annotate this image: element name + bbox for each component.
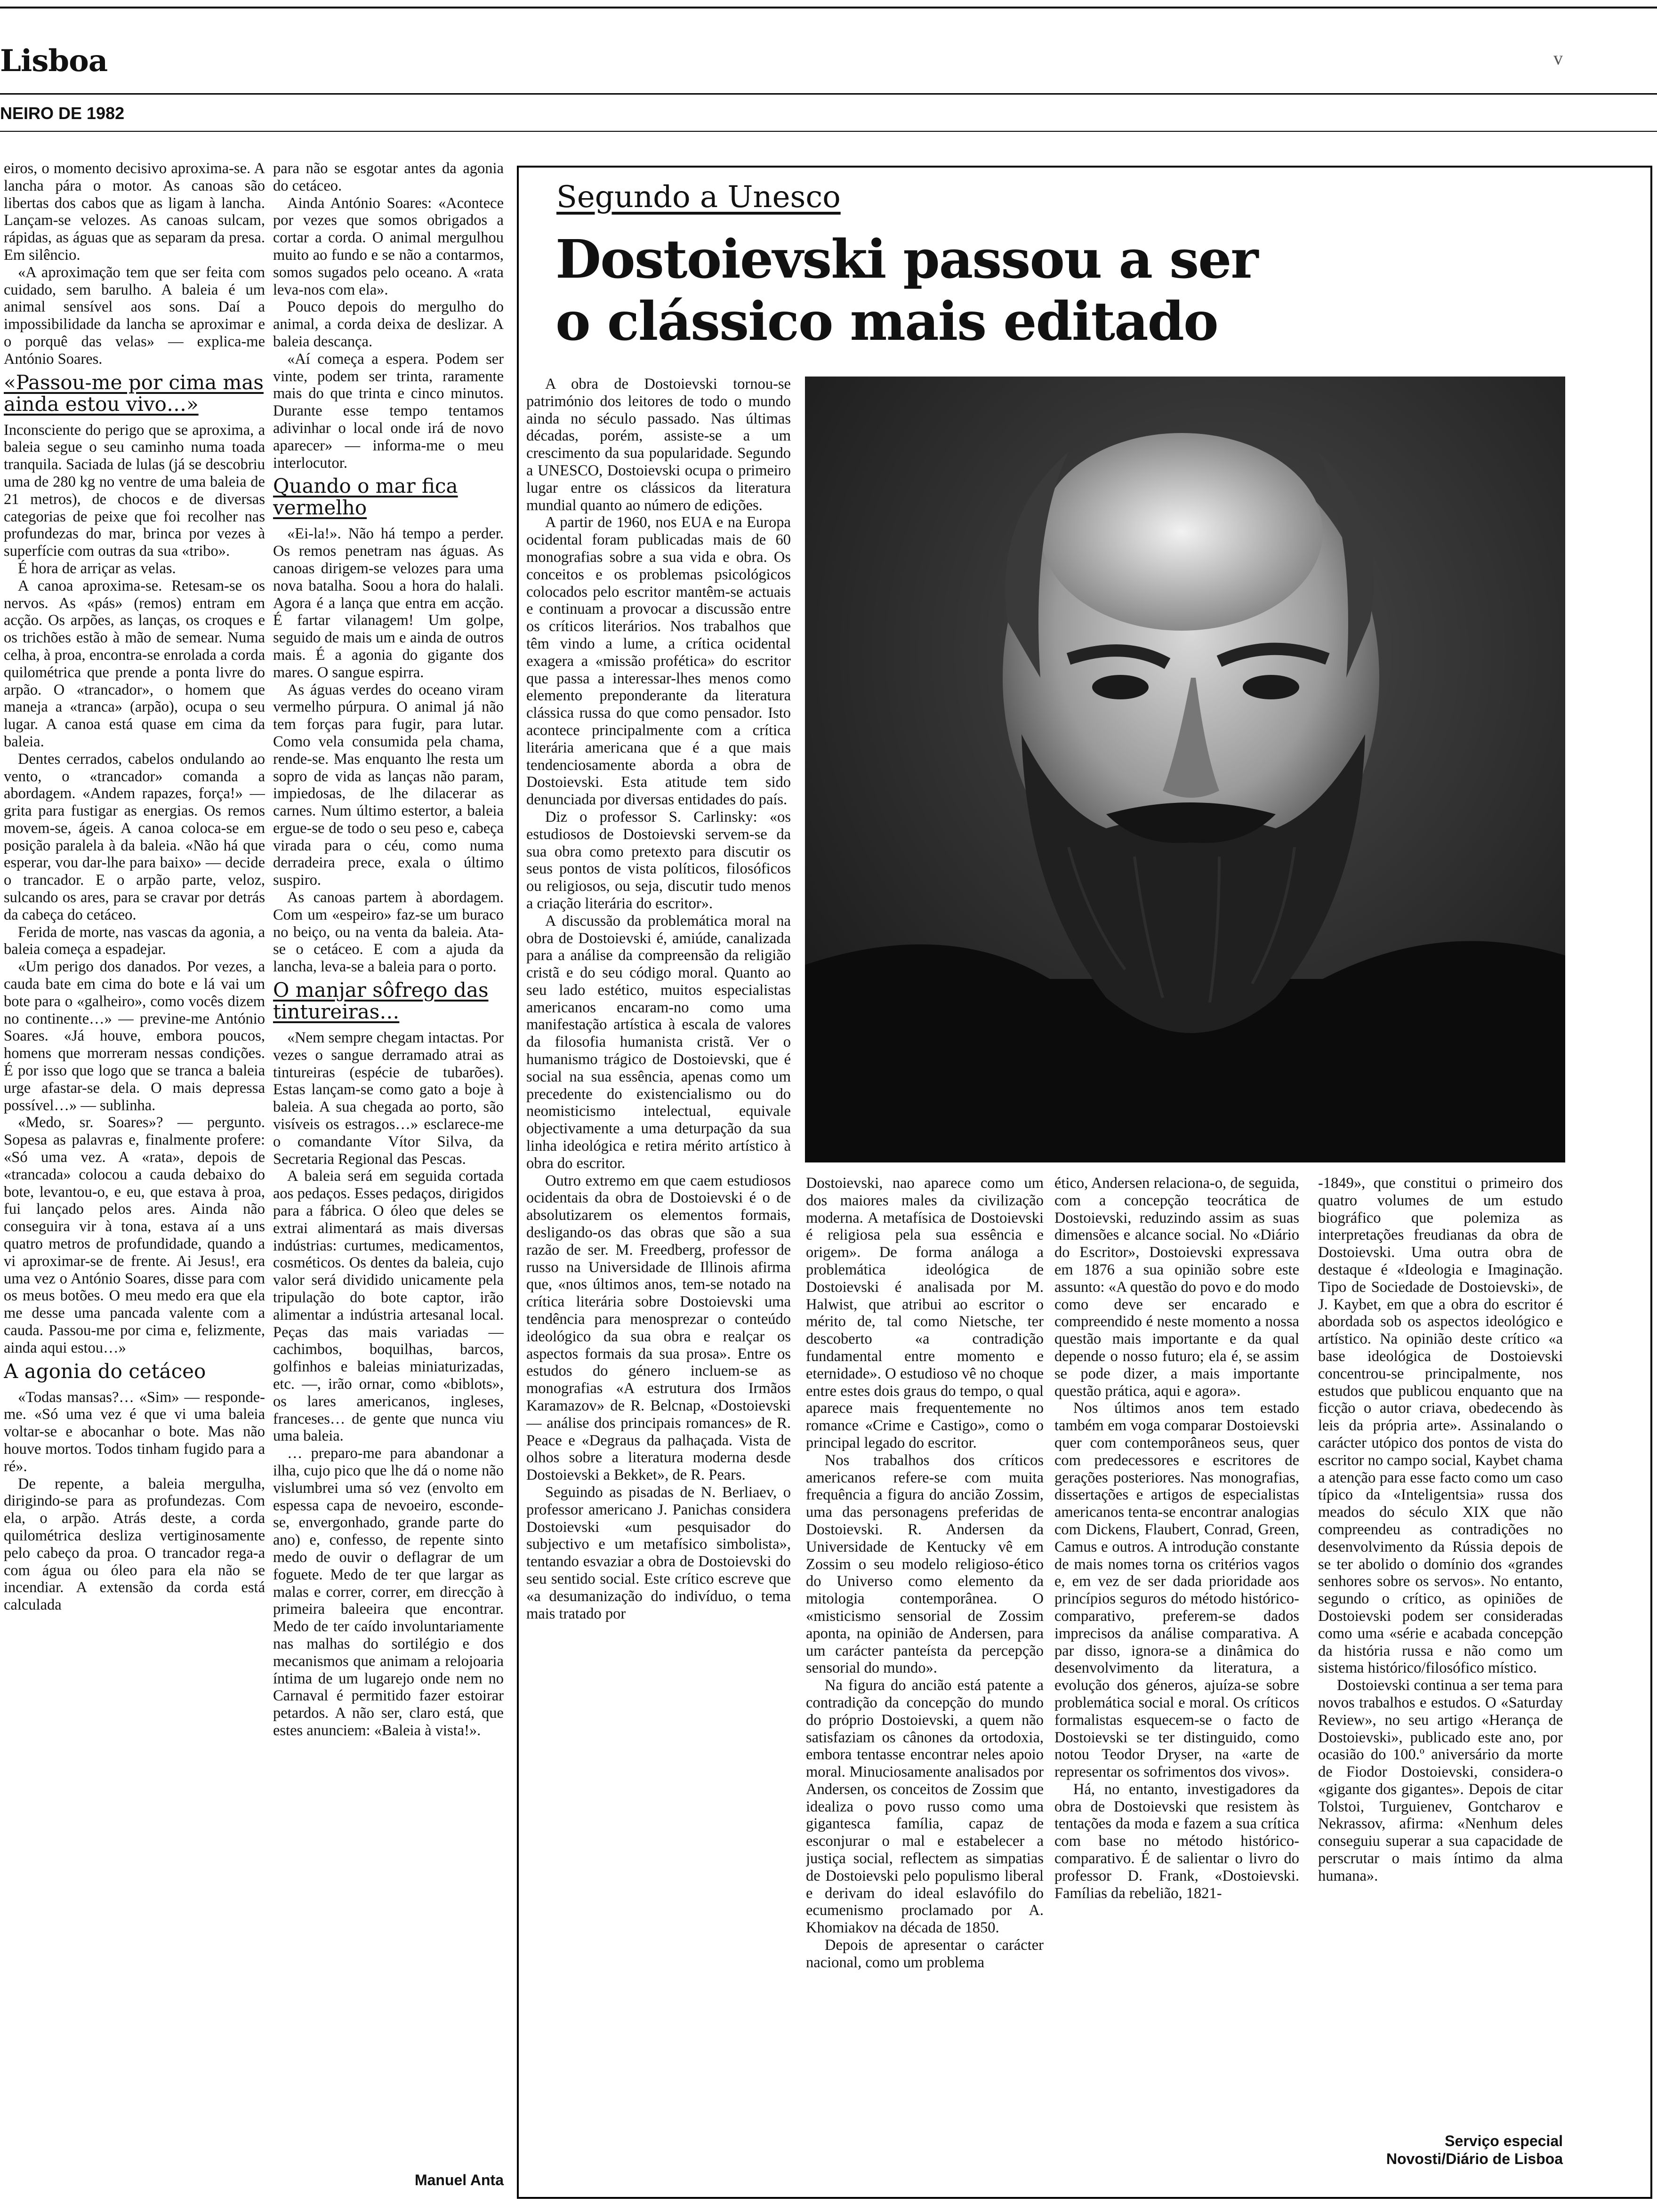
byline-signature: Manuel Anta [414,2172,504,2188]
column-2 [273,160,504,2184]
paragraph: Dostoievski continua a ser tema para novos trabalhos e estudos. O «Saturday Review», no seu artigo «Herança de Dostoievski», publicado este ano, por ocasião do 100.º aniversário da morte de Fiodor Dostoievski, considera-o «gigante dos gigantes». Depois de citar Tolstoi, Turguienev, Gontcharov e Nekrassov, afirma: «Nenhum deles conseguiu superar a sua capacidade de perscrutar o mais íntimo da alma humana». [1318,1677,1563,1884]
paragraph: Pouco depois do mergulho do animal, a corda deixa de deslizar. A baleia descança. [273,298,504,350]
kicker: Segundo a Unesco [556,180,841,215]
paragraph: eiros, o momento decisivo aproxima-se. A lancha pára o motor. As canoas são libertas dos cabos que as ligam à lancha. Lançam-se velozes. As canoas sulcam, rápidas, as águas que as separam da presa. Em silêncio. [4,160,265,264]
paragraph: A partir de 1960, nos EUA e na Europa ocidental foram publicadas mais de 60 monografias sobre a sua vida e obra. Os conceitos e os problemas psicológicos colocados pelo escritor mantêm-se actuais e continuam a provocar a discussão entre os críticos literários. Nos trabalhos que têm vindo a lume, a crítica ocidental exagera a «missão profética» do escritor que passa a interessar-lhes menos como elemento preponderante da literatura clássica russa do que como pensador. Isto acontece principalmente com a crítica literária americana que é a que mais tendenciosamente aborda a obra de Dostoievski. Esta atitude tem sido denunciada por diversas entidades do país. [526,514,791,809]
masthead-rule [0,93,1657,95]
date-rule [0,131,1657,132]
paragraph: Diz o professor S. Carlinsky: «os estudiosos de Dostoievski servem-se da sua obra como pretexto para discutir os seus pontos de vista políticos, filosóficos ou religiosos, ou seja, discutir tudo menos a criação literária do escritor». [526,808,791,912]
paragraph: Inconsciente do perigo que se aproxima, a baleia segue o seu caminho numa toada tranquila. Saciada de lulas (já se descobriu uma de 280 kg no ventre de uma baleia de 21 metros), de chocos e de diversas categorias de peixe que foi recolher nas profundezas do mar, brinca por vezes à superfície com outras da sua «tribo». [4,421,265,560]
credit-line [1318,2132,1563,2168]
paragraph: Depois de apresentar o carácter nacional, como um problema [806,1937,1044,1971]
paragraph: É hora de arriçar as velas. [18,560,176,577]
paragraph: -1849», que constitui o primeiro dos quatro volumes de um estudo biográfico que polemiza as interpretações freudianas da obra de Dostoievski. Uma outra obra de destaque é «Ideologia e Imaginação. Tipo de Sociedade de Dostoievski», de J. Kaybet, em que a obra do escritor é abordada sob os aspectos ideológico e artístico. Na opinião deste crítico «a base ideológica de Dostoievski concentrou-se principalmente, nos estudos que publicou enquanto que na ficção o autor criava, obedecendo às leis da própria arte». Assinalando o carácter utópico dos pontos de vista do escritor no campo social, Kaybet chama a atenção para esse facto como um caso típico da «Inteligentsia» russa dos meados do século XIX que não compreendeu as contradições no desenvolvimento da Rússia depois de se ter abolido o domínio dos «grandes senhores sobre os servos». No entanto, segundo o crítico, as opiniões de Dostoievski podem ser consideradas como uma «série e acabada concepção da história russa e não como um sistema histórico/filosófico místico. [1318,1175,1563,1677]
headline-line-2: o clássico mais editado [555,291,1218,353]
paragraph: A discussão da problemática moral na obra de Dostoievski é, amiúde, canalizada para a análise da compreensão da religião cristã e do seu código moral. Quanto ao seu lado estético, muitos especialistas americanos encaram-no como uma manifestação artística à escala de valores da filosofia humanista cristã. Ver o humanismo trágico de Dostoievski, que é social na sua essência, apenas como um precedente do existencialismo ou do neomisticismo intelectual, equivale objectivamente a uma deturpação da sua linha ideológica e retira mérito artístico à obra do escritor. [526,912,791,1172]
paragraph: A canoa aproxima-se. Retesam-se os nervos. As «pás» (remos) entram em acção. Os arpões, as lanças, os croques e os trichões estão à mão de semear. Numa celha, à proa, encontra-se enrolada a corda quilométrica que prende a ponta livre do arpão. O «trancador», o homem que maneja a «tranca» (arpão), ocupa o seu lugar. A canoa está quase em cima da baleia. [4,577,265,750]
paragraph: A baleia será em seguida cortada aos pedaços. Esses pedaços, dirigidos para a fábrica. O óleo que deles se extrai alimentará as mais diversas indústrias: curtumes, medicamentos, cosméticos. Os dentes da baleia, cujo valor será dividido unicamente pela tripulação do bote captor, irão alimentar a indústria artesanal local. Peças das mais variadas — cachimbos, boquilhas, barcos, golfinhos e baleias miniaturizadas, etc. —, irão ornar, como «biblots», os lares americanos, ingleses, franceses… de gente que nunca viu uma baleia. [273,1168,504,1445]
paragraph: «A aproximação tem que ser feita com cuidado, sem barulho. A baleia é um animal sensível aos sons. Daí a impossibilidade da lancha se aproximar e o porquê das velas» — explica-me António Soares. [4,264,265,368]
portrait-image [805,377,1565,1162]
paragraph: Ferida de morte, nas vascas da agonia, a baleia começa a espadejar. [4,923,265,958]
subheading: A agonia do cetáceo [4,1359,206,1383]
paragraph: De repente, a baleia mergulha, dirigindo-se para as profundezas. Com ela, o arpão. Atrás deste, a corda quilométrica desliza vertiginosamente pelo cabeço da proa. O trancador rega-a com água ou óleo para ela não se incendiar. A extensão da corda está calculada [4,1475,265,1614]
article-column-4 [1318,1175,1563,2083]
masthead: Lisboa [0,43,108,79]
paragraph: «Todas mansas?… «Sim» — responde-me. «Só uma vez é que vi uma baleia voltar-se e abocanhar o bote. Mas não houve mortos. Todos tinham fugido para a ré». [4,1388,265,1475]
paragraph: «Medo, sr. Soares»? — pergunto. Sopesa as palavras e, finalmente profere: «Só uma vez. A «rata», depois de «trancada» colocou a cauda debaixo do bote, levantou-o, e eu, que estava à proa, fui lançado pelos ares. Ainda não conseguira vir à tona, estava aí a uns quatro metros de profundidade, quando a vi aproximar-se de frente. Ai Jesus!, era uma vez o António Soares, disse para com os meus botões. O meu medo era que ela me desse uma pancada valente com a cauda. Passou-me por cima e, felizmente, ainda aqui estou…» [4,1114,265,1356]
paragraph: Ainda António Soares: «Acontece por vezes que somos obrigados a cortar a corda. O animal mergulhou muito ao fundo e se não a contarmos, somos sugados pelo oceano. A «rata leva-nos com ela». [273,194,504,298]
paragraph: Dentes cerrados, cabelos ondulando ao vento, o «trancador» comanda a abordagem. «Andem rapazes, força!» — grita para fustigar as energias. Os remos movem-se, ágeis. A canoa coloca-se em posição paralela à da baleia. «Não há que esperar, vou dar-lhe para baixo» — decide o trancador. E o arpão parte, veloz, sulcando os ares, para se cravar por detrás da cabeça do cetáceo. [4,750,265,923]
paragraph: ético, Andersen relaciona-o, de seguida, com a concepção teocrática de Dostoievski, reduzindo assim as suas dimensões e alcance social. No «Diário do Escritor», Dostoievski expressava em 1876 a sua opinião sobre este assunto: «A questão do povo e do modo como deve ser encarado e compreendido é neste momento a nossa questão mais importante e da qual depende o nosso futuro; ela é, se assim se pode dizer, a mais importante questão prática, aqui e agora». [1054,1175,1299,1400]
paragraph: Há, no entanto, investigadores da obra de Dostoievski que resistem às tentações da moda e fazem a sua crítica com base no método histórico-comparativo. É de salientar o livro do professor D. Frank, «Dostoievski. Famílias da rebelião, 1821- [1054,1780,1299,1902]
paragraph: «Um perigo dos danados. Por vezes, a cauda bate em cima do bote e lá vai um bote para o «galheiro», como vocês dizem no continente…» — previne-me António Soares. «Já houve, embora poucos, homens que morreram nessas condições. É por isso que logo que se tranca a baleia urge afastar-se dela. O mais depressa possível…» — sublinha. [4,958,265,1114]
column-1 [4,160,265,2193]
subheading: Quando o mar fica vermelho [273,474,458,520]
issue-date: NEIRO DE 1982 [0,104,125,123]
headline [555,229,1257,353]
credit-line-2: Novosti/Diário de Lisboa [1386,2150,1563,2167]
paragraph: para não se esgotar antes da agonia do cetáceo. [273,160,504,194]
paragraph: «Ei-la!». Não há tempo a perder. Os remos penetram nas águas. As canoas dirigem-se velozes para uma nova batalha. Soou a hora do halali. Agora é a lança que entra em acção. É fartar vilanagem! Um golpe, seguido de mais um e ainda de outros mais. É a agonia do gigante dos mares. O sangue espirra. [273,525,504,681]
credit-line-1: Serviço especial [1445,2132,1563,2149]
paragraph: Nos trabalhos dos críticos americanos refere-se com muita frequência a figura do ancião Zossim, uma das personagens preferidas de Dostoievski. R. Andersen da Universidade de Kentucky vê em Zossim o seu modelo religioso-ético do Universo como elemento da mitologia contemporânea. O «misticismo sensorial de Zossim aponta, na opinião de Andersen, para um carácter panteísta da percepção sensorial do mundo». [806,1451,1044,1677]
article-column-3 [1054,1175,1299,2187]
paragraph: Seguindo as pisadas de N. Berliaev, o professor americano J. Panichas considera Dostoievski «um pesquisador do subjectivo e um metafísico simbolista», tentando esvaziar a obra de Dostoievski do seu sentido social. Este crítico escreve que «a desumanização do indivíduo, o tema mais tratado por [526,1484,791,1622]
top-rule [0,7,1657,8]
article-column-1 [526,376,791,2192]
paragraph: As canoas partem à abordagem. Com um «espeiro» faz-se um buraco no beiço, ou na venta da baleia. Ata-se o cetáceo. E com a ajuda da lancha, leva-se a baleia para o porto. [273,889,504,976]
paragraph: As águas verdes do oceano viram vermelho púrpura. O animal já não tem forças para fugir, para lutar. Como vela consumida pela chama, rende-se. Mas enquanto lhe resta um sopro de vida as lanças não param, impiedosas, de lhe dilacerar as carnes. Num último estertor, a baleia ergue-se de todo o seu peso e, cabeça virada para o céu, como numa derradeira prece, exala o último suspiro. [273,681,504,889]
paragraph: A obra de Dostoievski tornou-se património dos leitores de todo o mundo ainda no século passado. Nas últimas décadas, porém, assiste-se a um crescimento da sua popularidade. Segundo a UNESCO, Dostoievski ocupa o primeiro lugar entre os clássicos da literatura mundial quanto ao número de edições. [526,376,791,514]
subheading: O manjar sôfrego das tintureiras… [273,978,489,1024]
paragraph: «Aí começa a espera. Podem ser vinte, podem ser trinta, raramente mais do que trinta e cinco minutos. Durante esse tempo tentamos adivinhar o local onde irá de novo aparecer» — informa-me o meu interlocutor. [273,350,504,472]
paragraph: … preparo-me para abandonar a ilha, cujo pico que lhe dá o nome não vislumbrei uma só vez (envolto em espessa capa de nevoeiro, esconde-se, envergonhado, grande parte do ano) e, confesso, de repente sinto medo de ouvir o deflagrar de um foguete. Medo de ter que largar as malas e correr, correr, em direcção à primeira baleeira que encontrar. Medo de ter caído involuntariamente nas malhas do sortilégio e dos mecanismos que animam a relojoaria íntima de um lugarejo onde nem no Carnaval é permitido fazer estoirar petardos. A não ser, claro está, que estes anunciem: «Baleia à vista!». [273,1445,504,1739]
headline-line-1: Dostoievski passou a ser [555,229,1258,290]
corner-mark: v [1553,48,1563,69]
paragraph: «Nem sempre chegam intactas. Por vezes o sangue derramado atrai as tintureiras (espécie de tubarões). Estas lançam-se como gato a boje à baleia. A sua chegada ao porto, são visíveis os estragos…» esclarece-me o comandante Vítor Silva, da Secretaria Regional das Pescas. [273,1029,504,1168]
article-column-2 [806,1175,1044,2187]
paragraph: Nos últimos anos tem estado também em voga comparar Dostoievski quer com contemporâneos seus, quer com predecessores e escritores de gerações posteriores. Nas monografias, dissertações e artigos de especialistas americanos tenta-se encontrar analogias com Dickens, Flaubert, Conrad, Green, Camus e outros. A introdução constante de mais nomes torna os critérios vagos e, em vez de ser dada prioridade aos princípios seguros do método histórico-comparativo, preferem-se dados imprecisos da análise comparativa. A par disso, ignora-se a dinâmica do desenvolvimento da literatura, a evolução dos géneros, ajuíza-se sobre problemática social e moral. Os críticos formalistas esquecem-se o facto de Dostoievski se ter distinguido, como notou Teodor Dryser, na «arte de representar os sofrimentos dos vivos». [1054,1400,1299,1781]
paragraph: Outro extremo em que caem estudiosos ocidentais da obra de Dostoievski é o de absolutizarem os elementos formais, desligando-os das obras que são a sua razão de ser. M. Freedberg, professor de russo na Universidade de Illinois afirma que, «nos últimos anos, tem-se notado na crítica literária sobre Dostoievski uma tendência para menosprezar o conteúdo ideológico da sua obra e realçar os aspectos formais da sua prosa». Entre os estudos do género incluem-se as monografias «A estrutura dos Irmãos Karamazov» de R. Belcnap, «Dostoievski — análise dos principais romances» de R. Peace e «Degraus da palhaçada. Vista de olhos sobre a literatura moderna desde Dostoievski a Bekket», de R. Pears. [526,1172,791,1484]
portrait-photo [805,377,1565,1162]
subheading: «Passou-me por cima mas ainda estou vivo…» [4,370,264,416]
paragraph: Na figura do ancião está patente a contradição da concepção do mundo do próprio Dostoievski, a quem não satisfaziam os cânones da ortodoxia, embora tentasse encontrar neles apoio moral. Minuciosamente analisados por Andersen, os conceitos de Zossim que idealiza o povo russo como uma gigantesca família, capaz de esconjurar o mal e estabelecer a justiça social, reflectem as simpatias de Dostoievski pelo populismo liberal e derivam do ideal eslavófilo do ecumenismo proclamado por A. Khomiakov na década de 1850. [806,1677,1044,1937]
paragraph: Dostoievski, nao aparece como um dos maiores males da civilização moderna. A metafísica de Dostoievski é religiosa pela sua essência e origem». De forma análoga a problemática ideológica de Dostoievski é analisada por M. Halwist, que atribui ao escritor o mérito de, tal como Nietsche, ter descoberto «a contradição fundamental entre momento e eternidade». O estudioso vê no choque entre estes dois graus do tempo, o qual aparece mais frequentemente no romance «Crime e Castigo», como o principal legado do escritor. [806,1175,1044,1451]
